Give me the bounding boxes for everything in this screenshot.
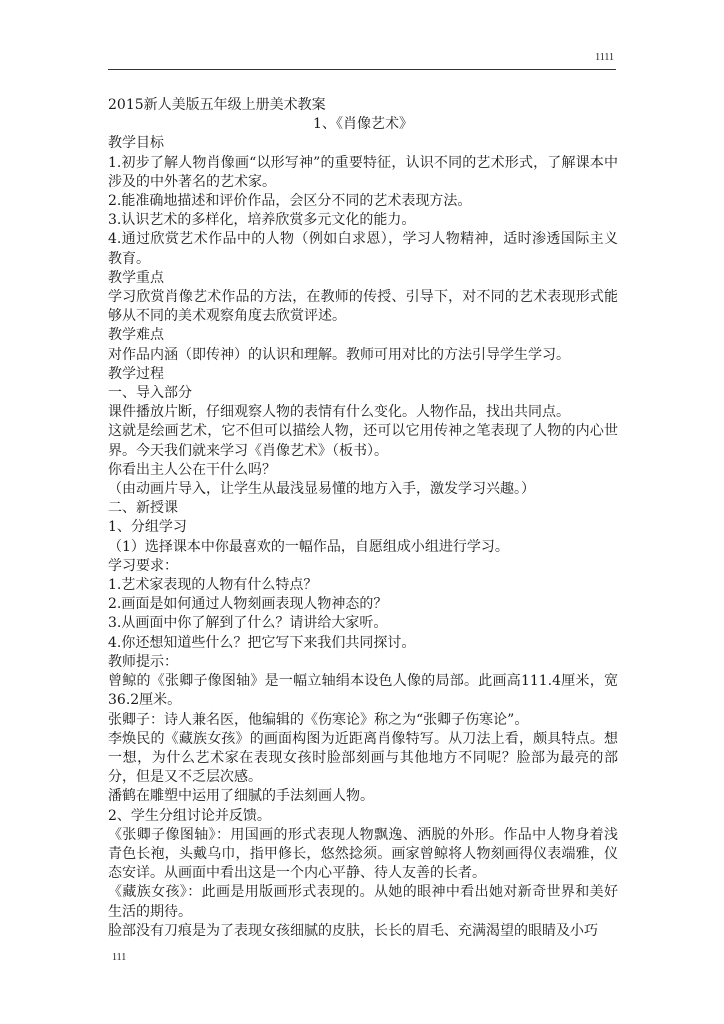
document-paragraph: 4.通过欣赏艺术作品中的人物（例如白求恩），学习人物精神，适时渗透国际主义教育。 — [108, 231, 618, 267]
header-page-label: 1111 — [595, 52, 614, 63]
footer-page-number: 111 — [112, 952, 127, 963]
document-paragraph: 课件播放片断，仔细观察人物的表情有什么变化。人物作品，找出共同点。 — [108, 404, 570, 421]
document-paragraph: 李焕民的《藏族女孩》的画面构图为近距离肖像特写。从刀法上看，颇具特点。想一想，为什么艺术家在表现女孩时脸部刻画与其他地方不同呢？脸部为最亮的部分，但是又不乏层次感。 — [108, 730, 618, 786]
document-paragraph: （由动画片导入，让学生从最浅显易懂的地方入手，激发学习兴趣。） — [108, 481, 535, 498]
lesson-title: 1、《肖像艺术》 — [313, 116, 413, 133]
document-paragraph: 曾鲸的《张卿子像图轴》是一幅立轴绢本设色人像的局部。此画高111.4厘米，宽36.2厘米。 — [108, 673, 618, 709]
document-paragraph: 1、分组学习 — [108, 519, 187, 536]
document-paragraph: 1.初步了解人物肖像画“以形写神”的重要特征，认识不同的艺术形式，了解课本中涉及的中外著名的艺术家。 — [108, 154, 618, 190]
document-paragraph: 教学难点 — [108, 327, 164, 344]
document-paragraph: 脸部没有刀痕是为了表现女孩细腻的皮肤，长长的眉毛、充满渴望的眼睛及小巧 — [108, 922, 598, 939]
document-paragraph: 《藏族女孩》：此画是用版画形式表现的。从她的眼神中看出她对新奇世界和美好生活的期待。 — [108, 884, 618, 920]
document-paragraph: 3.从画面中你了解到了什么？请讲给大家听。 — [108, 615, 388, 632]
document-paragraph: 1.艺术家表现的人物有什么特点？ — [108, 577, 318, 594]
document-paragraph: 2.画面是如何通过人物刻画表现人物神态的？ — [108, 596, 388, 613]
document-paragraph: 教学过程 — [108, 365, 164, 382]
document-paragraph: 二、新授课 — [108, 500, 178, 517]
document-paragraph: 张卿子：诗人兼名医，他编辑的《伤寒论》称之为“张卿子伤寒论”。 — [108, 711, 529, 728]
document-paragraph: 这就是绘画艺术，它不但可以描绘人物，还可以它用传神之笔表现了人物的内心世界。今天我们就来学习《肖像艺术》（板书）。 — [108, 423, 618, 459]
document-paragraph: 潘鹤在雕塑中运用了细腻的手法刻画人物。 — [108, 788, 374, 805]
document-paragraph: 你看出主人公在干什么吗？ — [108, 461, 276, 478]
document-body — [108, 96, 618, 941]
document-paragraph: 学习要求： — [108, 557, 178, 574]
document-paragraph: 教师提示： — [108, 653, 178, 670]
document-paragraph: 学习欣赏肖像艺术作品的方法，在教师的传授、引导下，对不同的艺术表现形式能够从不同的美术观察角度去欣赏评述。 — [108, 289, 618, 325]
document-paragraph: 对作品内涵（即传神）的认识和理解。教师可用对比的方法引导学生学习。 — [108, 346, 570, 363]
document-paragraph: 2、学生分组讨论并反馈。 — [108, 807, 271, 824]
document-paragraph: 4.你还想知道些什么？把它写下来我们共同探讨。 — [108, 634, 416, 651]
document-paragraph: 3.认识艺术的多样化，培养欣赏多元文化的能力。 — [108, 212, 416, 229]
document-paragraph: 教学目标 — [108, 135, 164, 152]
document-lines — [108, 134, 618, 941]
document-paragraph: 2.能准确地描述和评价作品，会区分不同的艺术表现方法。 — [108, 193, 472, 210]
document-title: 2015新人美版五年级上册美术教案 — [108, 97, 326, 113]
header-divider — [108, 69, 616, 70]
document-paragraph: 教学重点 — [108, 269, 164, 286]
document-paragraph: （1）选择课本中你最喜欢的一幅作品，自愿组成小组进行学习。 — [108, 538, 509, 555]
document-paragraph: 《张卿子像图轴》：用国画的形式表现人物飘逸、洒脱的外形。作品中人物身着浅青色长袍，头戴乌巾，指甲修长，悠然捻须。画家曾鲸将人物刻画得仪表端雅，仪态安详。从画面中看出这是一个内心平静、待人友善的长者。 — [108, 826, 618, 882]
document-paragraph: 一、导入部分 — [108, 385, 192, 402]
